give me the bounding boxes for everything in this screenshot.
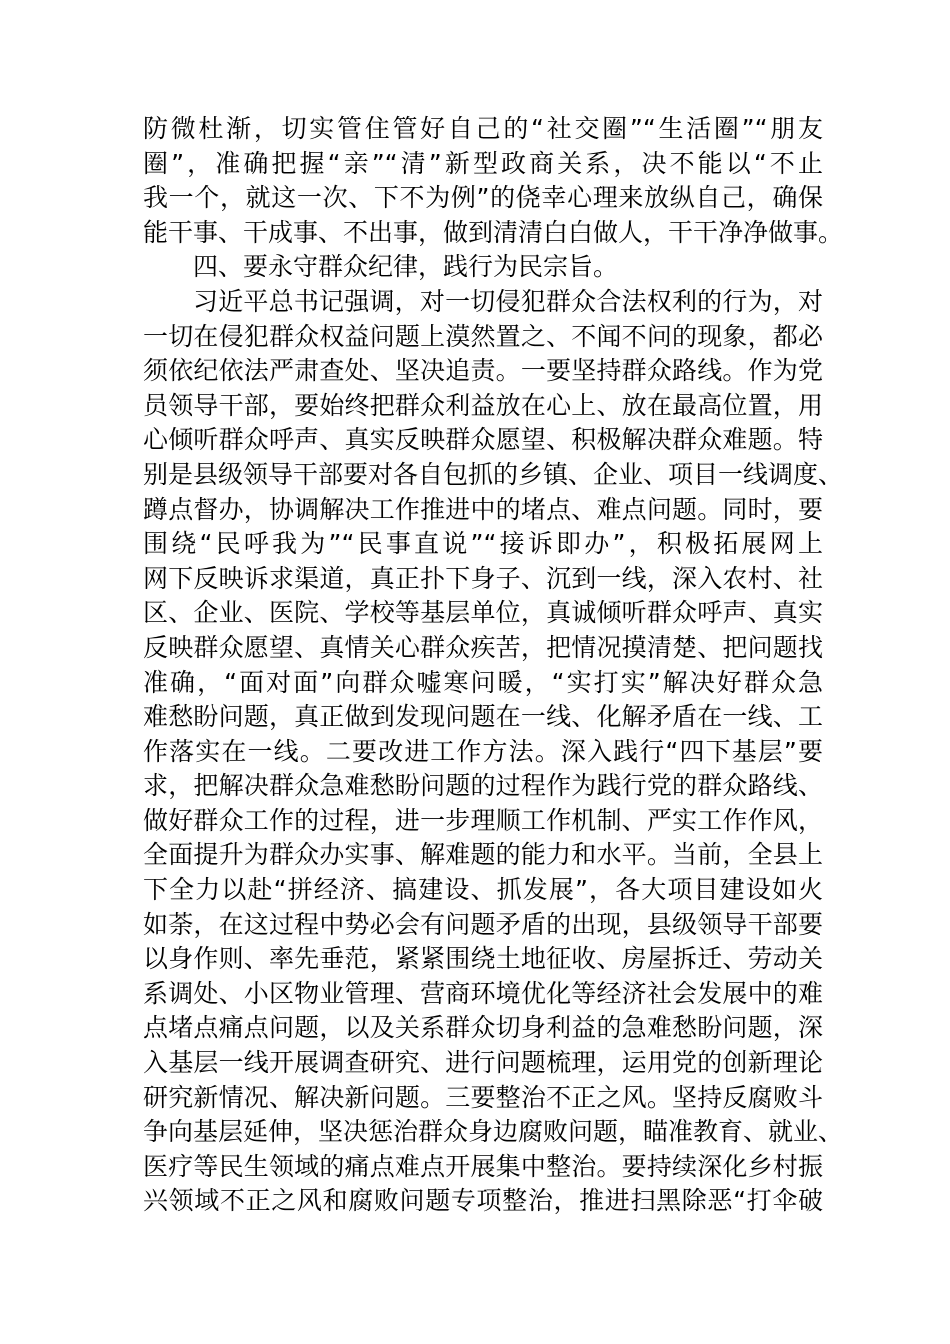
text-line: 网下反映诉求渠道，真正扑下身子、沉到一线，深入农村、社 [143,563,823,593]
text-line: 点堵点痛点问题，以及关系群众切身利益的急难愁盼问题，深 [143,1013,823,1043]
text-line: 做好群众工作的过程，进一步理顺工作机制、严实工作作风， [143,805,823,835]
text-line: 兴领域不正之风和腐败问题专项整治，推进扫黑除恶“打伞破 [143,1186,823,1216]
text-line: 心倾听群众呼声、真实反映群众愿望、积极解决群众难题。特 [143,425,823,455]
text-line: 习近平总书记强调，对一切侵犯群众合法权利的行为，对 [193,286,823,316]
text-line: 下全力以赴“拼经济、搞建设、抓发展”，各大项目建设如火 [143,875,823,905]
text-line: 别是县级领导干部要对各自包抓的乡镇、企业、项目一线调度、 [143,459,844,489]
text-line: 系调处、小区物业管理、营商环境优化等经济社会发展中的难 [143,978,823,1008]
text-line: 准确，“面对面”向群众嘘寒问暖，“实打实”解决好群众急 [143,667,823,697]
text-line: 全面提升为群众办实事、解难题的能力和水平。当前，全县上 [143,840,823,870]
text-line: 能干事、干成事、不出事，做到清清白白做人，干干净净做事。 [143,217,844,247]
text-line: 入基层一线开展调查研究、进行问题梳理，运用党的创新理论 [143,1048,823,1078]
text-line: 须依纪依法严肃查处、坚决追责。一要坚持群众路线。作为党 [143,356,823,386]
text-line: 求，把解决群众急难愁盼问题的过程作为践行党的群众路线、 [143,771,823,801]
text-line: 围绕“民呼我为”“民事直说”“接诉即办”，积极拓展网上 [143,529,823,559]
text-line: 防微杜渐，切实管住管好自己的“社交圈”“生活圈”“朋友 [143,114,823,143]
text-line: 一切在侵犯群众权益问题上漠然置之、不闻不问的现象，都必 [143,321,823,351]
text-line: 区、企业、医院、学校等基层单位，真诚倾听群众呼声、真实 [143,598,823,628]
text-line: 员领导干部，要始终把群众利益放在心上、放在最高位置，用 [143,390,823,420]
text-line: 圈”，准确把握“亲”“清”新型政商关系，决不能以“不止 [143,148,823,178]
document-body-text [143,112,844,1219]
section-heading: 四、要永守群众纪律，践行为民宗旨。 [193,252,619,282]
text-line: 我一个，就这一次、下不为例”的侥幸心理来放纵自己，确保 [143,183,823,213]
text-line: 研究新情况、解决新问题。三要整治不正之风。坚持反腐败斗 [143,1082,823,1112]
text-line: 如荼，在这过程中势必会有问题矛盾的出现，县级领导干部要 [143,909,823,939]
text-line: 医疗等民生领域的痛点难点开展集中整治。要持续深化乡村振 [143,1151,823,1181]
text-line: 以身作则、率先垂范，紧紧围绕土地征收、房屋拆迁、劳动关 [143,944,823,974]
text-line: 反映群众愿望、真情关心群众疾苦，把情况摸清楚、把问题找 [143,632,823,662]
text-line: 蹲点督办，协调解决工作推进中的堵点、难点问题。同时，要 [143,494,823,524]
text-line: 难愁盼问题，真正做到发现问题在一线、化解矛盾在一线、工 [143,702,823,732]
text-line: 争向基层延伸，坚决惩治群众身边腐败问题，瞄准教育、就业、 [143,1117,844,1147]
text-line: 作落实在一线。二要改进工作方法。深入践行“四下基层”要 [143,736,823,766]
